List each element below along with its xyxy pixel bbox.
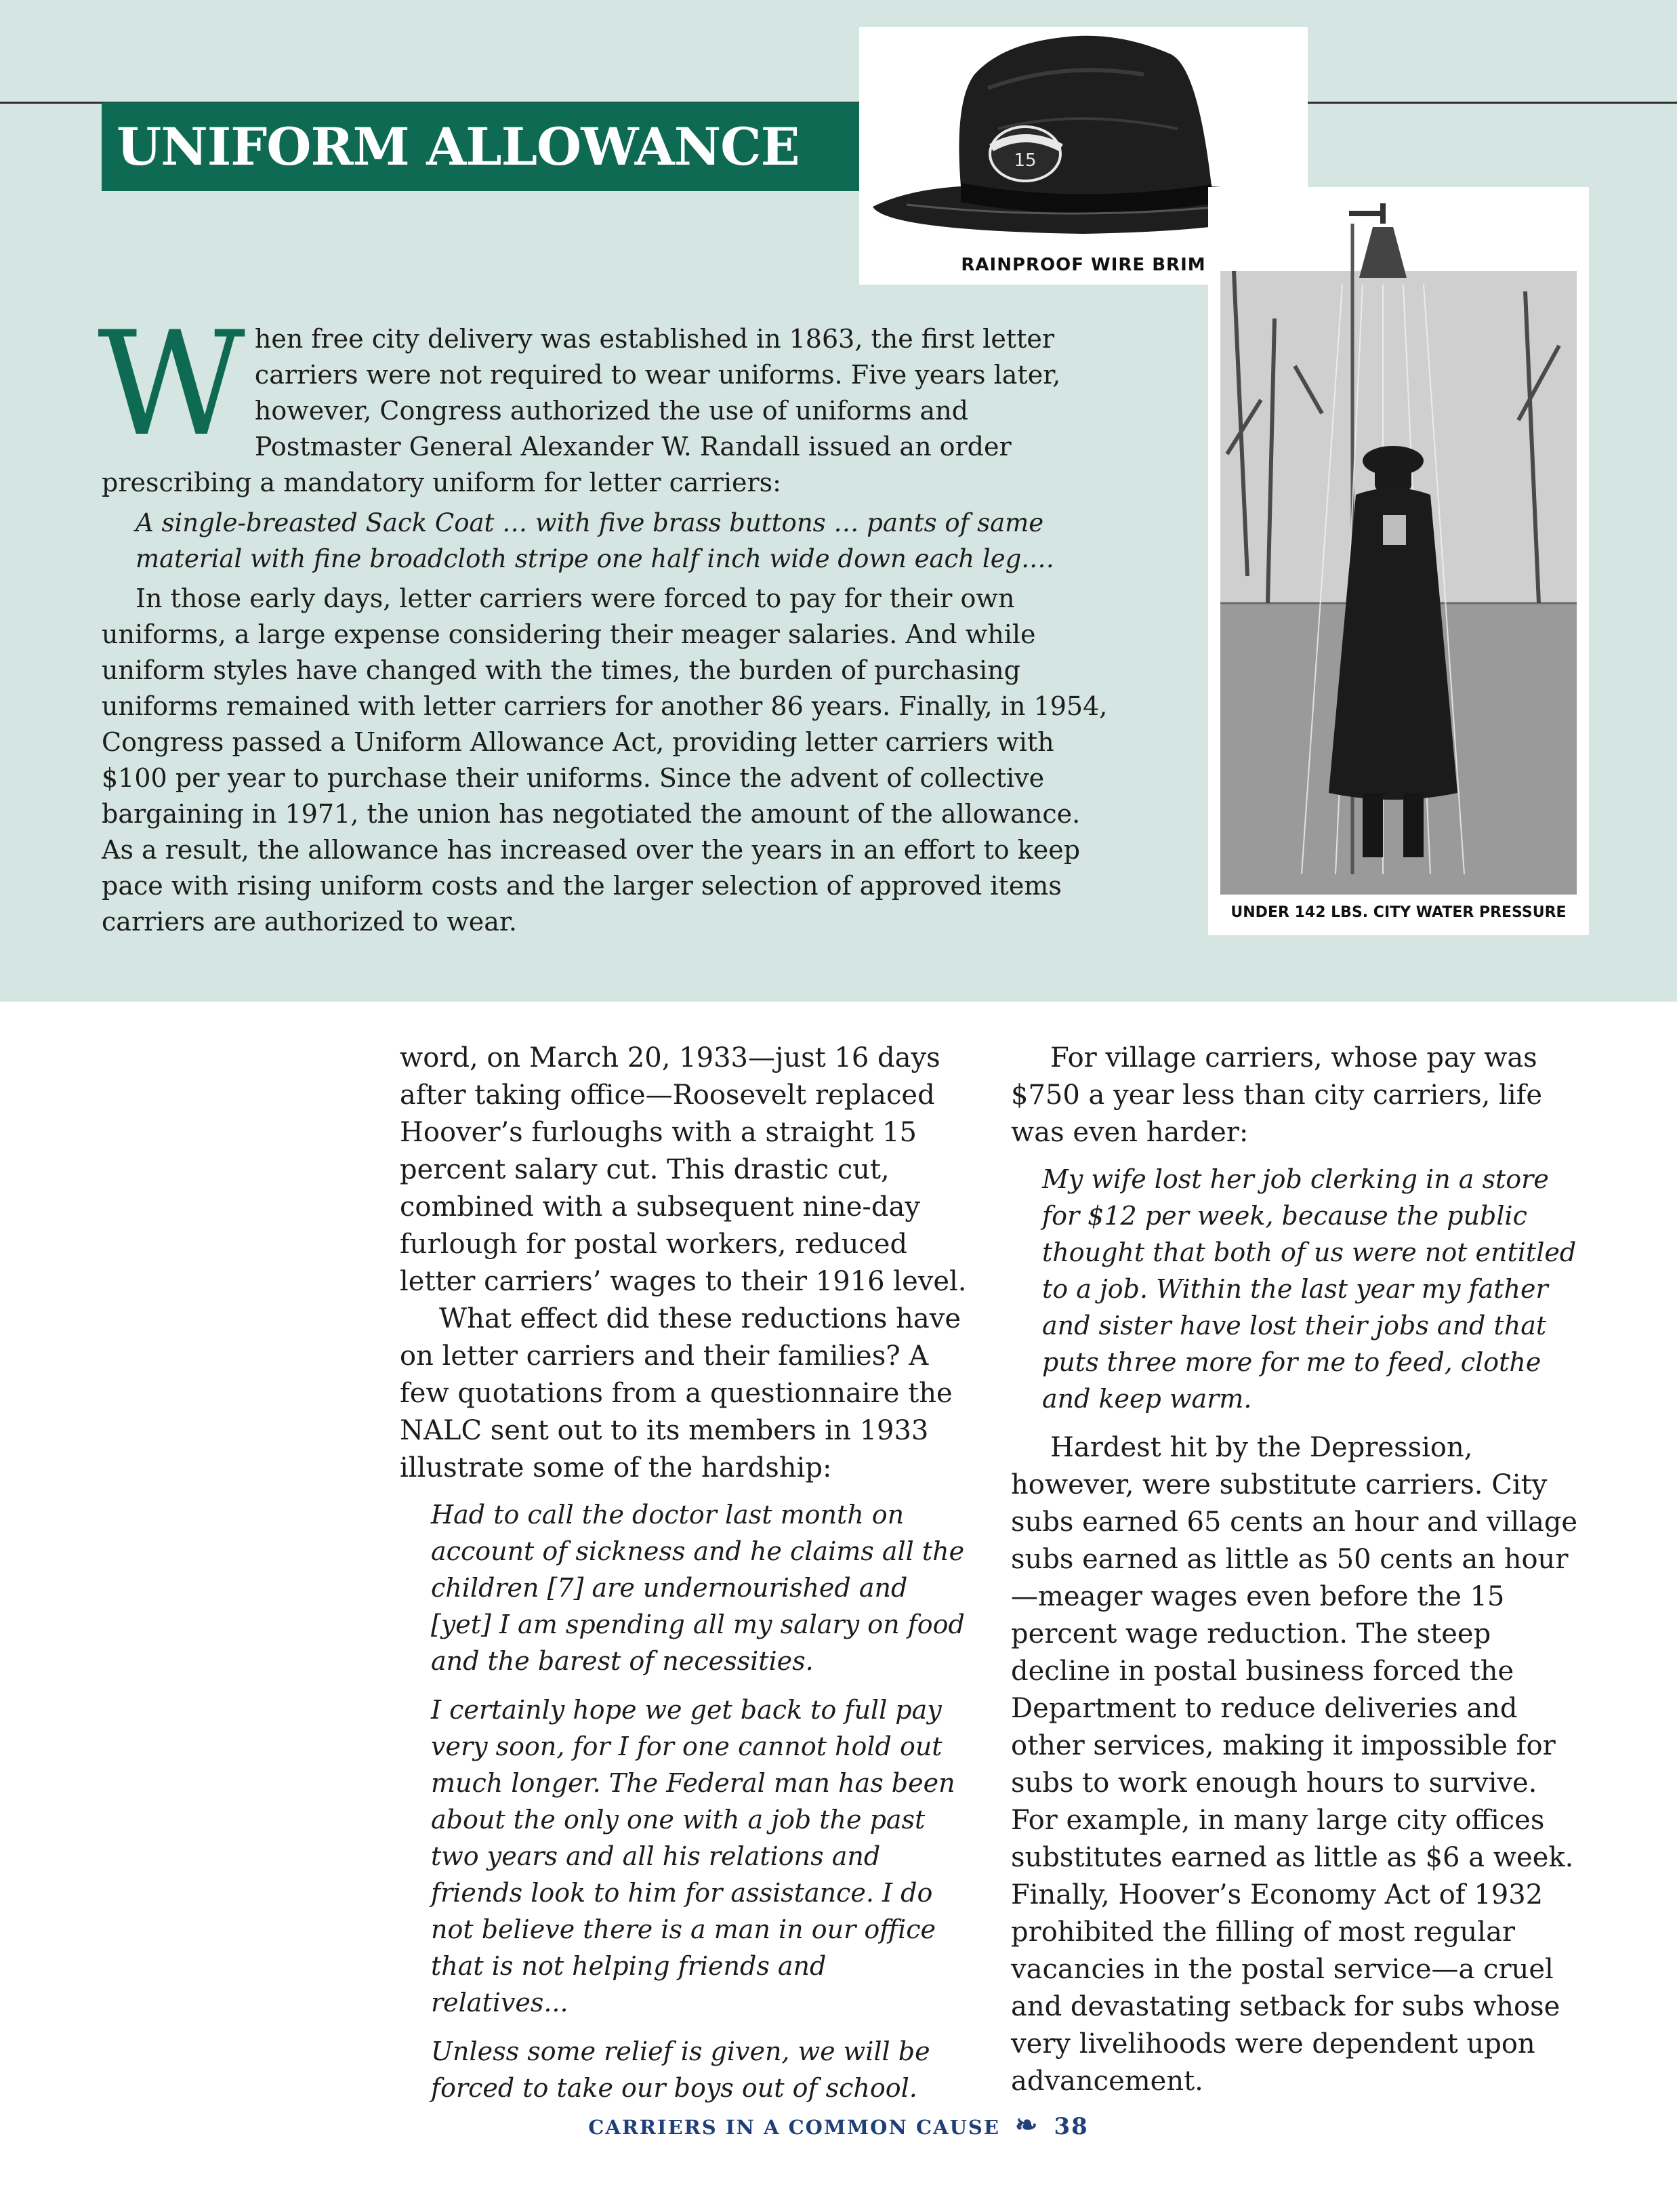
left-quote-2: I certainly hope we get back to full pay very soon, for I for one cannot hold out much longer. The Federal man has been about the only one with a job the past two years and all his relations and friends look to him for assistance. I do not believe there is a man in our office that is not helping friends and relatives... [431, 1695, 955, 2018]
left-paragraph-1: word, on March 20, 1933—just 16 days after taking office—Roosevelt replaced Hoover’s furloughs with a straight 15 percent salary cut. This drastic cut, combined with a subsequent nine-day furlough for postal workers, reduced letter carriers’ wages to their 1916 level. [400, 1042, 967, 1297]
sidebar-paragraph-1-text: hen free city delivery was established in 1863, the first letter carriers were not required to wear uniforms. Five years later, however, Congress authorized the use of uniforms and Postmaster General Alexander W. Randall issued an order prescribing a mandatory uniform for letter carriers: [102, 324, 1061, 497]
fleuron-icon: ❧ [1014, 2109, 1039, 2141]
shower-photo [1208, 187, 1589, 935]
left-quote-3: Unless some relief is given, we will be forced to take our boys out of school. [431, 2036, 930, 2103]
right-quote-1: My wife lost her job clerking in a store for $12 per week, because the public thought that both of us were not entitled to a job. Within the last year my father and sister have lost their jobs and that puts three more for me to feed, clothe and keep warm. [1042, 1164, 1577, 1414]
left-column [400, 1040, 969, 2118]
drop-cap: W [98, 300, 245, 468]
shower-drawing [1220, 197, 1577, 895]
left-paragraph-2: What effect did these reductions have on letter carriers and their families? A few quotations from a questionnaire the NALC sent out to its members in 1933 illustrate some of the hardship: [400, 1303, 961, 1483]
sidebar-paragraph-1 [98, 300, 1118, 501]
hat-caption: RAINPROOF WIRE BRIM [961, 255, 1206, 275]
page-footer [0, 2109, 1677, 2141]
sidebar-title: UNIFORM ALLOWANCE [117, 117, 800, 177]
sidebar-quote: A single-breasted Sack Coat … with five brass buttons … pants of same material with fine broadcloth stripe one half inch wide down each leg.… [136, 508, 1055, 573]
left-quote-1: Had to call the doctor last month on account of sickness and he claims all the children [7] are undernourished and [yet] I am spending all my salary on food and the barest of necessities. [431, 1500, 965, 1676]
footer-book-title: CARRIERS IN A COMMON CAUSE [588, 2116, 1000, 2139]
sidebar-text [98, 300, 1118, 940]
page-number: 38 [1054, 2113, 1089, 2140]
sidebar-title-bar [102, 102, 859, 191]
right-paragraph-1: For village carriers, whose pay was $750 a year less than city carriers, life was even harder: [1011, 1042, 1543, 1148]
shower-caption: UNDER 142 LBS. CITY WATER PRESSURE [1230, 904, 1567, 921]
right-column [1011, 1040, 1580, 2100]
right-paragraph-2: Hardest hit by the Depression, however, were substitute carriers. City subs earned 65 cents an hour and village subs earned as little as 50 cents an hour—meager wages even before the 15 percent wage reduction. The steep decline in postal business forced the Department to reduce deliveries and other services, making it impossible for subs to work enough hours to survive. For example, in many large city offices substitutes earned as little as $6 a week. Finally, Hoover’s Economy Act of 1932 prohibited the filling of most regular vacancies in the postal service—a cruel and devastating setback for subs whose very livelihoods were dependent upon advancement. [1011, 1432, 1578, 2097]
hat-badge-number: 15 [1014, 150, 1037, 171]
sidebar-paragraph-2: In those early days, letter carriers were forced to pay for their own uniforms, a large expense considering their meager salaries. And while uniform styles have changed with the times, the burden of purchasing uniforms remained with letter carriers for another 86 years. Finally, in 1954, Congress passed a Uniform Allowance Act, providing letter carriers with $100 per year to purchase their uniforms. Since the advent of collective bargaining in 1971, the union has negotiated the amount of the allowance. As a result, the allowance has increased over the years in an effort to keep pace with rising uniform costs and the larger selection of approved items carriers are authorized to wear. [102, 583, 1108, 937]
